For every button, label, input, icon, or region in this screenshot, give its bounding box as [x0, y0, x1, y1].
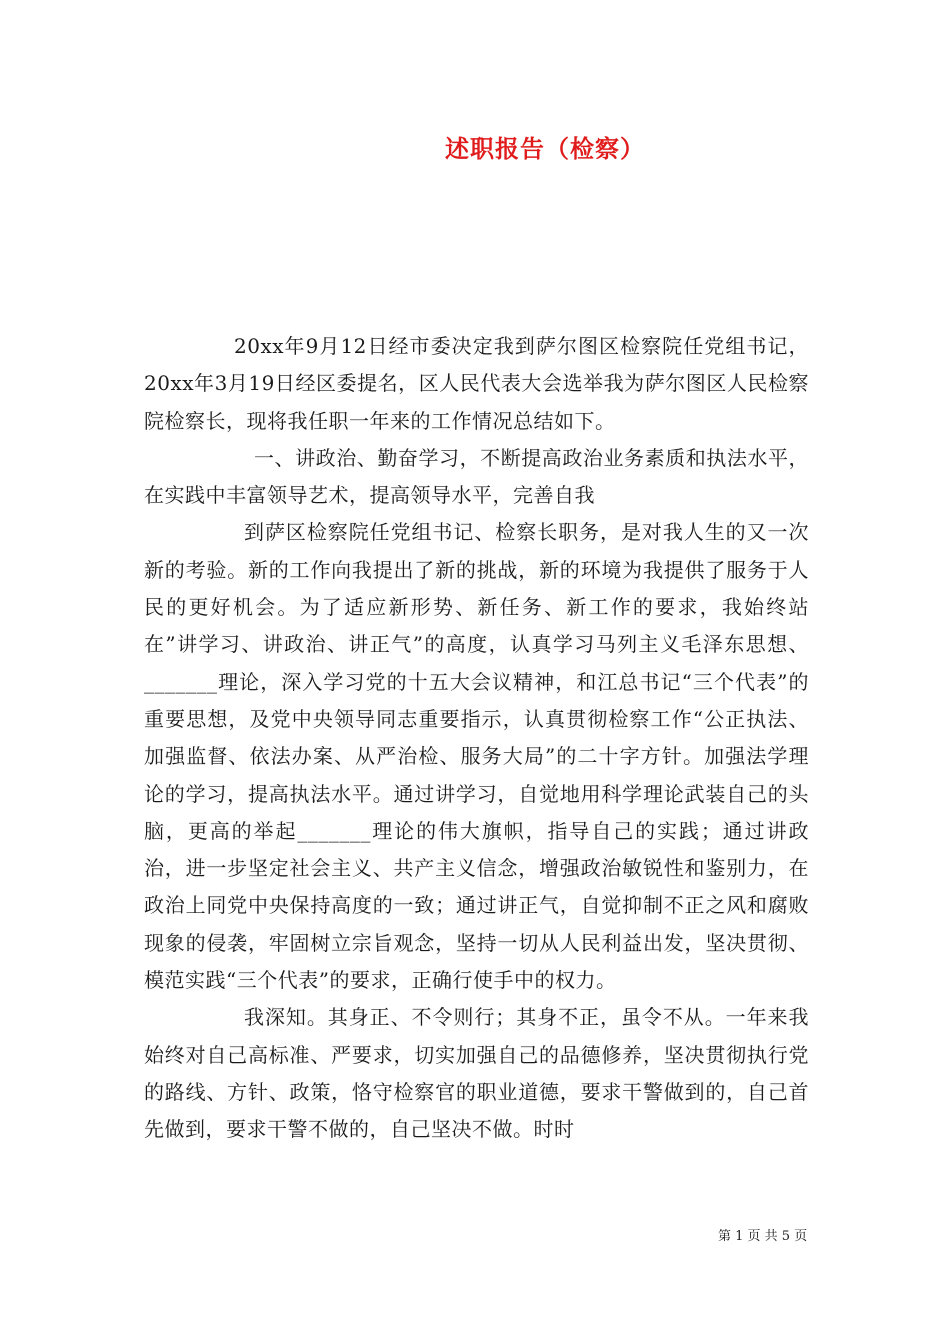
page-number-footer: 第 1 页 共 5 页 — [718, 1229, 808, 1244]
paragraph-section-heading: 一、讲政治、勤奋学习，不断提高政治业务素质和执法水平，在实践中丰富领导艺术，提高领导水平，完善自我 — [144, 445, 809, 508]
paragraph-study: 到萨区检察院任党组书记、检察长职务，是对我人生的又一次新的考验。新的工作向我提出了新的挑战，新的环境为我提供了服务于人民的更好机会。为了适应新形势、新任务、新工作的要求，我始终站在”讲学习、讲政治、讲正气”的高度，认真学习马列主义毛泽东思想、_______理论，深入学习党的十五大会议精神，和江总书记“三个代表”的重要思想，及党中央领导同志重要指示，认真贯彻检察工作“公正执法、加强监督、依法办案、从严治检、服务大局”的二十字方针。加强法学理论的学习，提高执法水平。通过讲学习，自觉地用科学理论武装自己的头脑，更高的举起_______理论的伟大旗帜，指导自己的实践；通过讲政治，进一步坚定社会主义、共产主义信念，增强政治敏锐性和鉴别力，在政治上同党中央保持高度的一致；通过讲正气，自觉抑制不正之风和腐败现象的侵袭，牢固树立宗旨观念，坚持一切从人民利益出发，坚决贯彻、模范实践“三个代表”的要求，正确行使手中的权力。 — [144, 520, 809, 993]
paragraph-self-discipline: 我深知。其身正、不令则行；其身不正，虽令不从。一年来我始终对自己高标准、严要求，切实加强自己的品德修养，坚决贯彻执行党的路线、方针、政策，恪守检察官的职业道德，要求干警做到的，自己首先做到，要求干警不做的，自己坚决不做。时时 — [144, 1005, 809, 1142]
document-body — [144, 328, 809, 1149]
paragraph-intro: 20xx年9月12日经市委决定我到萨尔图区检察院任党组书记，20xx年3月19日经区委提名，区人民代表大会选举我为萨尔图区人民检察院检察长，现将我任职一年来的工作情况总结如下。 — [144, 334, 809, 433]
document-title: 述职报告（检察） — [445, 134, 645, 163]
